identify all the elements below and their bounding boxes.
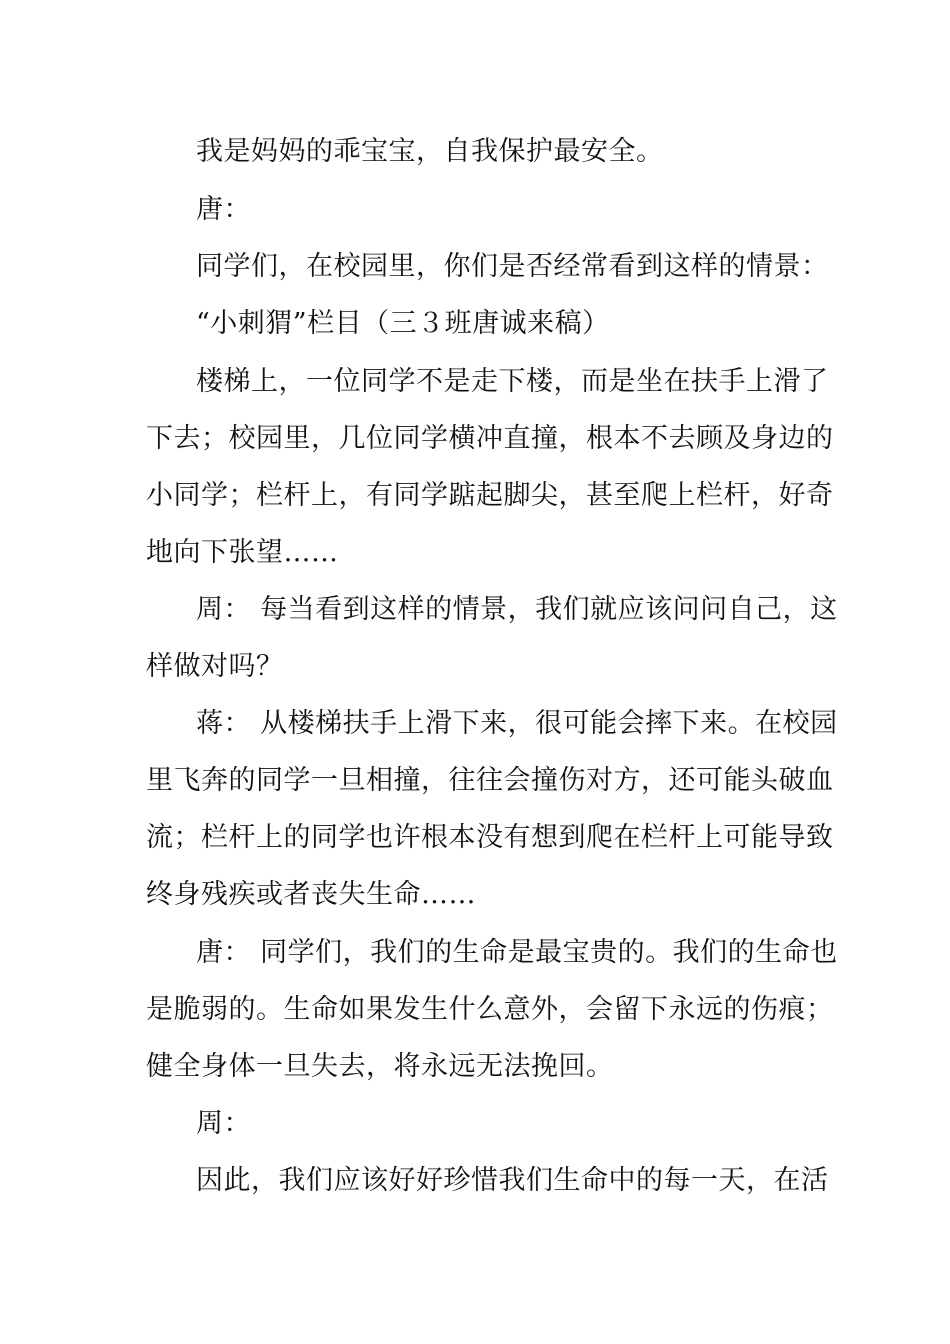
text-line: 周： 每当看到这样的情景，我们就应该问问自己，这 (196, 594, 838, 625)
text-line: 蒋： 从楼梯扶手上滑下来，很可能会摔下来。在校园 (196, 708, 838, 739)
speaker-line: 周： (196, 1108, 251, 1139)
speaker-line: 唐： (196, 194, 251, 225)
text-line: 小同学；栏杆上，有同学踮起脚尖，甚至爬上栏杆，好奇 (146, 480, 834, 511)
text-line: 同学们，在校园里，你们是否经常看到这样的情景： (196, 251, 829, 282)
text-line: 是脆弱的。生命如果发生什么意外，会留下永远的伤痕； (146, 994, 834, 1025)
text-line: 流；栏杆上的同学也许根本没有想到爬在栏杆上可能导致 (146, 822, 834, 853)
text-line: 因此，我们应该好好珍惜我们生命中的每一天，在活 (196, 1165, 829, 1196)
section-heading: “小刺猬”栏目（三３班唐诚来稿） (196, 308, 610, 339)
text-line: 我是妈妈的乖宝宝，自我保护最安全。 (196, 136, 664, 167)
text-line: 里飞奔的同学一旦相撞，往往会撞伤对方，还可能头破血 (146, 765, 834, 796)
text-line: 健全身体一旦失去，将永远无法挽回。 (146, 1051, 614, 1082)
text-line: 楼梯上，一位同学不是走下楼，而是坐在扶手上滑了 (196, 366, 829, 397)
text-line: 唐： 同学们，我们的生命是最宝贵的。我们的生命也 (196, 937, 838, 968)
text-line: 终身残疾或者丧失生命…… (146, 879, 476, 910)
text-line: 地向下张望…… (146, 537, 339, 568)
text-line: 下去；校园里，几位同学横冲直撞，根本不去顾及身边的 (146, 423, 834, 454)
text-line: 样做对吗？ (146, 651, 284, 682)
